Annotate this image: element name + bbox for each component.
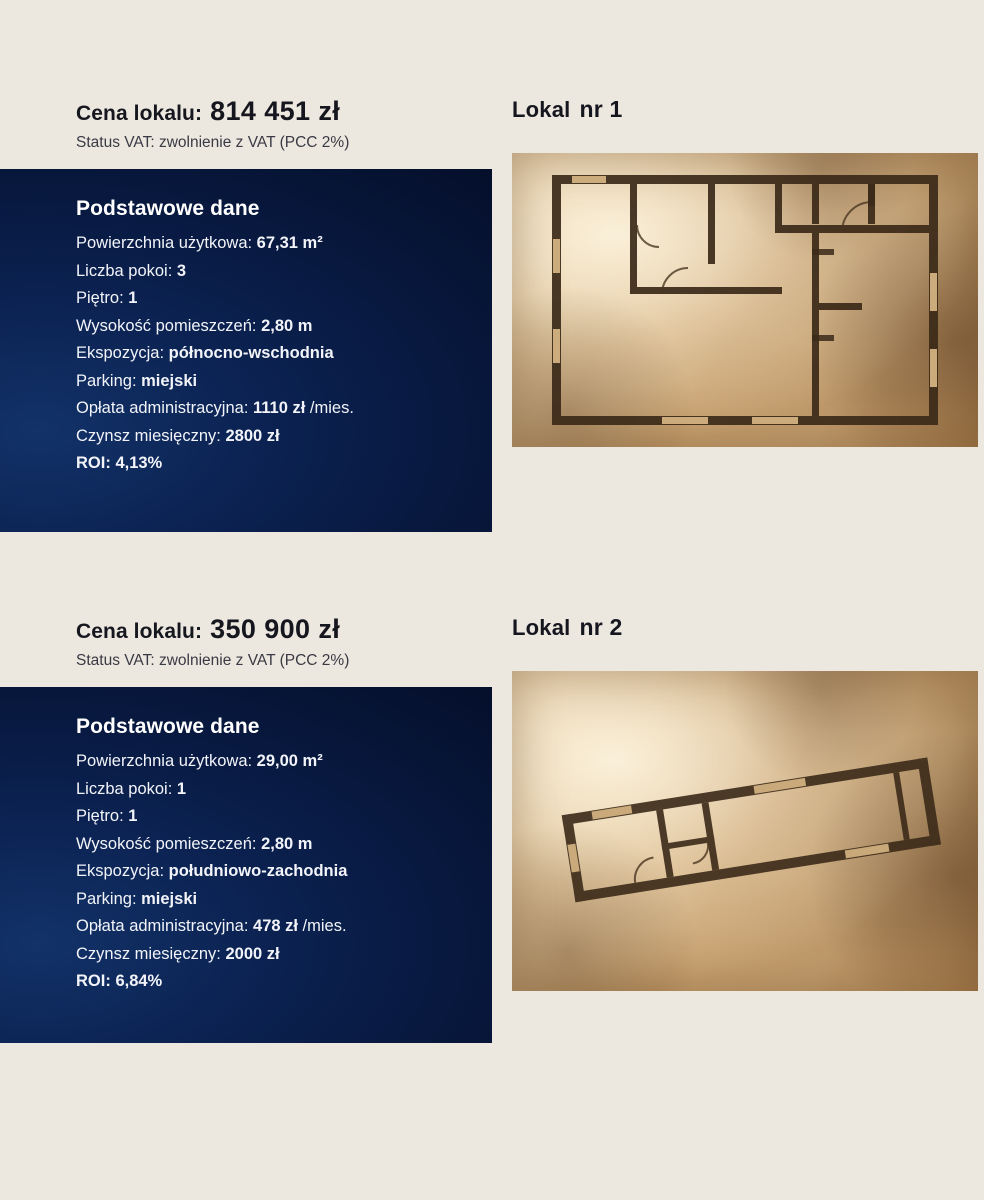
listing-2-unit-word: Lokal: [512, 615, 571, 640]
floorplan-unit-1-drawing: [512, 153, 978, 447]
listing-1-unit-number: nr 1: [579, 96, 623, 122]
listing-2-unit-number: nr 2: [579, 614, 623, 640]
listing-1-spec-roi-key: ROI:: [76, 454, 111, 472]
listing-1-spec-floor: [76, 290, 468, 307]
listing-1-unit-title: [512, 96, 984, 123]
listing-2-spec-rent-value: 2000 zł: [225, 944, 280, 963]
listing-1-price-line: [76, 96, 492, 127]
floorplan-unit-1: [512, 153, 978, 447]
listing-2-spec-rooms-key: Liczba pokoi:: [76, 779, 173, 798]
listing-2-price-header: [0, 614, 492, 670]
listing-2-price-value: 350 900 zł: [210, 614, 341, 644]
listing-2-left-column: [0, 614, 492, 1043]
listing-2-spec-exposure-key: Ekspozycja:: [76, 862, 165, 880]
listing-2-spec-height: [76, 836, 468, 853]
listing-2-spec-floor: [76, 808, 468, 825]
listing-1-spec-area-value: 67,31 m²: [256, 234, 323, 252]
listing-2-spec-admin-fee-key: Opłata administracyjna:: [76, 917, 249, 935]
listing-1-spec-exposure-value: północno-wschodnia: [168, 344, 334, 362]
listing-1-spec-rent: [76, 428, 468, 445]
listing-1-spec-rooms-key: Liczba pokoi:: [76, 261, 173, 280]
listing-1-spec-admin-fee-suffix: /mies.: [305, 399, 354, 417]
listing-1-spec-roi: [76, 455, 468, 472]
listing-1-data-card: [0, 169, 492, 532]
listing-2-vat-status: Status VAT: zwolnienie z VAT (PCC 2%): [76, 652, 350, 669]
listing-1-spec-rooms: [76, 263, 468, 280]
listing-1-spec-height: [76, 318, 468, 335]
listing-1-price-label: Cena lokalu:: [76, 102, 203, 125]
listing-2-spec-rooms-value: 1: [176, 779, 187, 798]
floorplan-unit-2: [512, 671, 978, 991]
listing-1-left-column: [0, 96, 492, 532]
listing-2-spec-area-key: Powierzchnia użytkowa:: [76, 752, 253, 770]
listing-1-spec-admin-fee-key: Opłata administracyjna:: [76, 399, 249, 417]
listing-2-spec-roi: [76, 973, 468, 990]
listing-1-spec-admin-fee-value: 1110 zł: [253, 399, 306, 417]
listing-2-spec-parking: [76, 891, 468, 908]
listing-2-spec-exposure-value: południowo-zachodnia: [168, 862, 348, 880]
listing-2-spec-roi-key: ROI:: [76, 972, 111, 990]
listing-2-spec-admin-fee-suffix: /mies.: [297, 917, 347, 935]
listing-1-spec-rooms-value: 3: [176, 261, 187, 280]
listing-2-spec-rooms: [76, 781, 468, 798]
listing-1-spec-rent-key: Czynsz miesięczny:: [76, 426, 221, 445]
listing-1-spec-height-key: Wysokość pomieszczeń:: [76, 316, 257, 335]
floorplan-unit-2-drawing: [512, 671, 978, 991]
listing-1-spec-parking-value: miejski: [141, 371, 198, 390]
listing-1-spec-roi-value: 4,13%: [115, 454, 163, 472]
listing-1-spec-floor-value: 1: [128, 289, 138, 307]
listing-2-card-title: Podstawowe dane: [76, 715, 260, 738]
listing-1-spec-parking-key: Parking:: [76, 371, 137, 390]
listing-2-spec-admin-fee-value: 478 zł: [253, 917, 298, 935]
listing-2-unit-title: [512, 614, 984, 641]
listing-1-spec-height-value: 2,80 m: [261, 316, 313, 335]
listing-1-spec-area: [76, 235, 468, 252]
listing-2-spec-roi-value: 6,84%: [115, 972, 163, 990]
listing-2-spec-rent: [76, 946, 468, 963]
listing-2-price-line: [76, 614, 492, 645]
listing-2-spec-area-value: 29,00 m²: [256, 752, 323, 770]
listing-2-spec-floor-key: Piętro:: [76, 807, 124, 825]
listing-2-spec-floor-value: 1: [128, 807, 138, 825]
listing-1-spec-exposure-key: Ekspozycja:: [76, 344, 165, 362]
listing-1-card-title: Podstawowe dane: [76, 197, 260, 220]
listing-1-vat-status: Status VAT: zwolnienie z VAT (PCC 2%): [76, 134, 350, 151]
listing-1-spec-parking: [76, 373, 468, 390]
listing-2-price-label: Cena lokalu:: [76, 620, 203, 643]
listing-2-spec-admin-fee: [76, 918, 468, 935]
listing-1-spec-exposure: [76, 345, 468, 362]
listing-1-spec-admin-fee: [76, 400, 468, 417]
listing-2-data-card: [0, 687, 492, 1043]
listing-2-spec-rent-key: Czynsz miesięczny:: [76, 944, 221, 963]
listing-2-right-column: [512, 614, 984, 991]
listing-1-price-header: [0, 96, 492, 152]
listing-2-spec-exposure: [76, 863, 468, 880]
listing-2-spec-height-key: Wysokość pomieszczeń:: [76, 834, 257, 853]
listing-1-right-column: [512, 96, 984, 447]
listing-1-spec-area-key: Powierzchnia użytkowa:: [76, 234, 253, 252]
listing-1-spec-floor-key: Piętro:: [76, 289, 124, 307]
listing-2-spec-height-value: 2,80 m: [261, 834, 313, 853]
listing-1-price-value: 814 451 zł: [210, 96, 341, 126]
listing-2-spec-parking-key: Parking:: [76, 889, 137, 908]
listing-1-spec-rent-value: 2800 zł: [225, 426, 280, 445]
listing-1-unit-word: Lokal: [512, 97, 571, 122]
listing-2-spec-area: [76, 753, 468, 770]
listing-2-spec-parking-value: miejski: [141, 889, 198, 908]
